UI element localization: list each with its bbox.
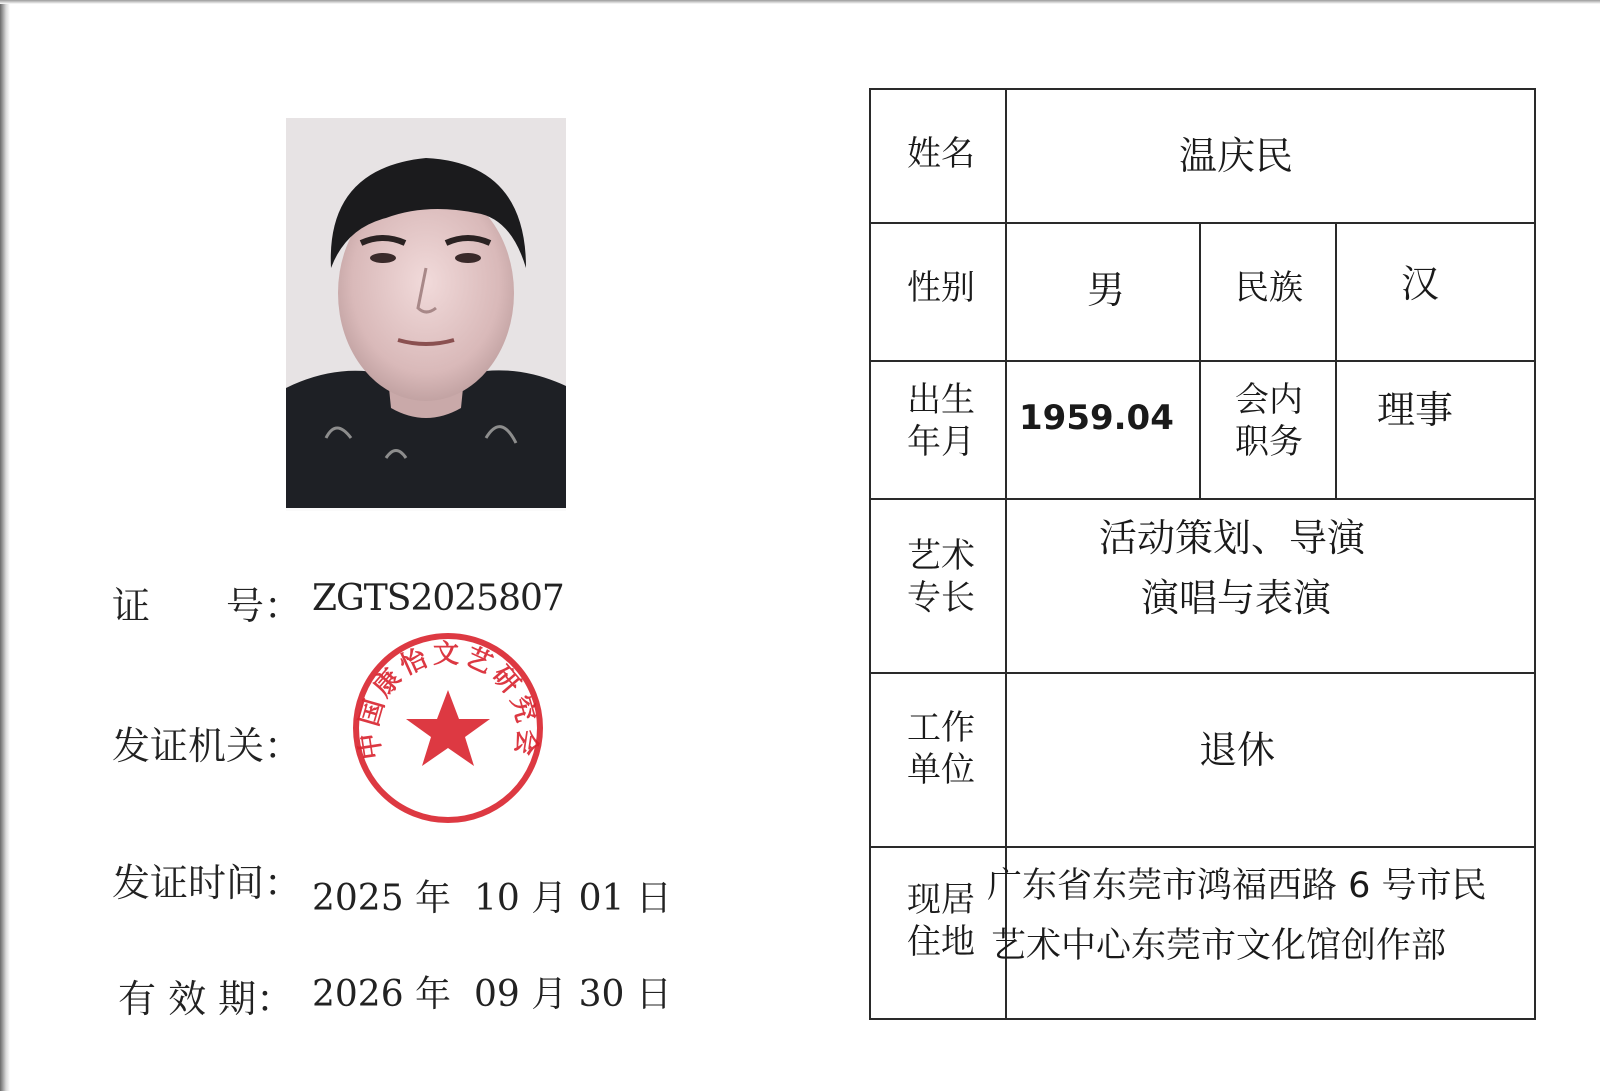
certificate-number-label: 证 号： <box>112 584 303 628</box>
work-label-line1: 工作 <box>907 708 975 748</box>
address-label-line1: 现居 <box>907 880 975 920</box>
official-stamp <box>348 628 548 828</box>
card-edge <box>0 0 10 1091</box>
card-edge-top <box>0 0 1600 4</box>
certificate-number-value: ZGTS2025807 <box>312 578 564 619</box>
birth-label-line2: 年月 <box>907 422 975 462</box>
address-value-line2: 艺术中心东莞市文化馆创作部 <box>991 926 1447 966</box>
star-icon <box>406 690 490 766</box>
birth-value: 1959.04 <box>1019 398 1174 438</box>
name-label: 姓名 <box>907 134 975 174</box>
work-value: 退休 <box>1199 728 1276 772</box>
info-table <box>869 88 1536 1020</box>
issuer-label: 发证机关： <box>112 724 303 768</box>
ethnicity-label: 民族 <box>1235 268 1303 308</box>
specialty-label-line2: 专长 <box>907 578 975 618</box>
birth-label-line1: 出生 <box>907 380 975 420</box>
gender-label: 性别 <box>907 268 975 308</box>
validity-date-value: 2026 年 09 月 30 日 <box>312 974 672 1015</box>
position-label-line2: 职务 <box>1235 422 1303 462</box>
name-value: 温庆民 <box>1179 134 1294 178</box>
specialty-value-line2: 演唱与表演 <box>1141 576 1332 620</box>
address-label-line2: 住地 <box>907 922 975 962</box>
issue-date-value: 2025 年 10 月 01 日 <box>312 878 672 919</box>
specialty-label-line1: 艺术 <box>907 536 975 576</box>
gender-value: 男 <box>1087 268 1126 312</box>
portrait-photo <box>286 118 566 511</box>
portrait-icon <box>286 118 566 508</box>
stamp-text: 中国康怡文艺研究会 <box>353 639 543 762</box>
ethnicity-value: 汉 <box>1401 262 1440 306</box>
address-value-line1: 广东省东莞市鸿福西路 6 号市民 <box>987 866 1487 906</box>
specialty-value-line1: 活动策划、导演 <box>1099 516 1366 560</box>
issue-date-label: 发证时间： <box>112 861 303 905</box>
validity-label: 有 效 期： <box>118 977 295 1021</box>
position-value: 理事 <box>1377 388 1454 432</box>
position-label-line1: 会内 <box>1235 380 1303 420</box>
work-label-line2: 单位 <box>907 750 975 790</box>
